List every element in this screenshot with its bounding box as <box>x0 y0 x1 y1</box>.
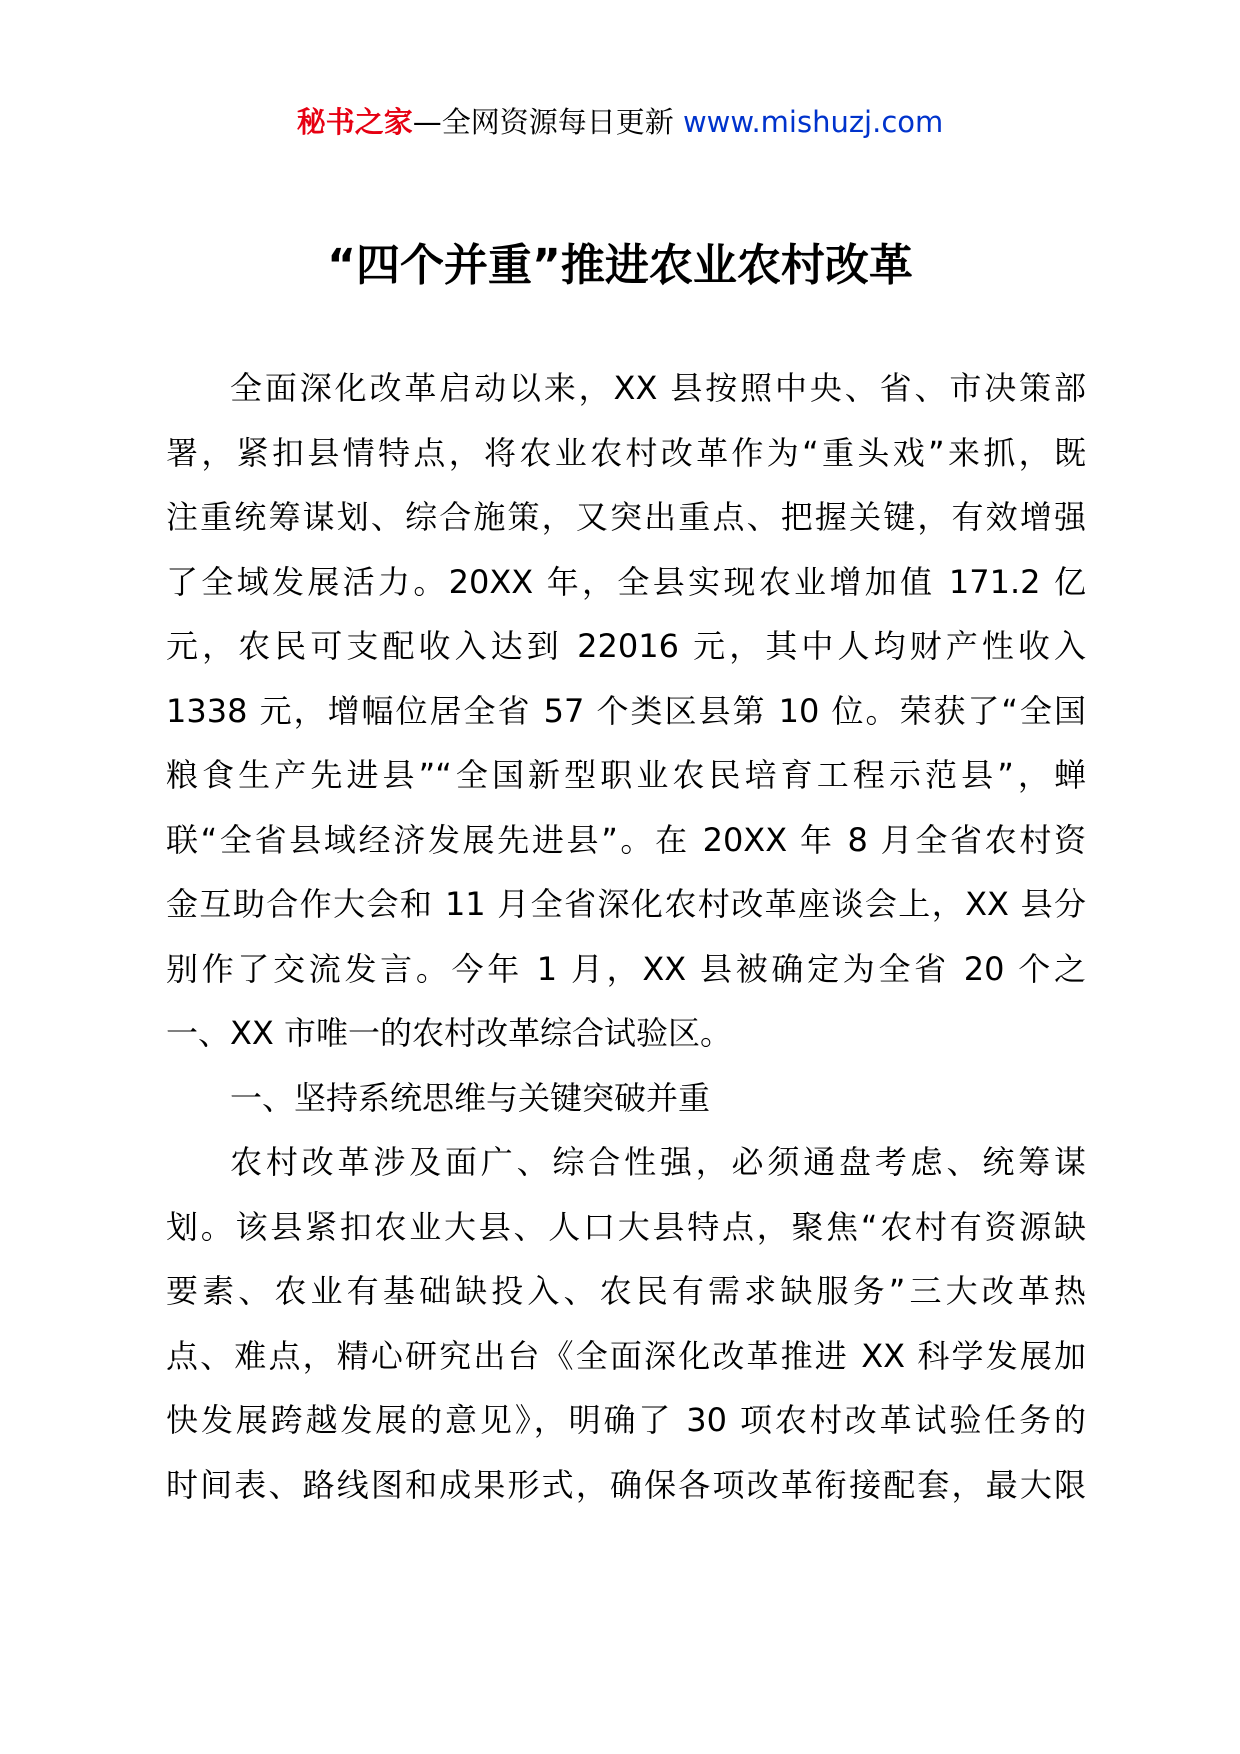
paragraph-line: 时间表、路线图和成果形式，确保各项改革衔接配套，最大限 <box>166 1465 1086 1504</box>
paragraph-line: 要素、农业有基础缺投入、农民有需求缺服务”三大改革热 <box>166 1272 1086 1310</box>
site-header <box>0 102 1240 142</box>
paragraph-line: 联“全省县域经济发展先进县”。在 20XX 年 8 月全省农村资 <box>166 820 1086 859</box>
paragraph-line: 快发展跨越发展的意见》，明确了 30 项农村改革试验任务的 <box>166 1401 1086 1439</box>
paragraph-line: 元，农民可支配收入达到 22016 元，其中人均财产性收入 <box>166 627 1086 665</box>
paragraph-line: 划。该县紧扣农业大县、人口大县特点，聚焦“农村有资源缺 <box>166 1207 1086 1246</box>
paragraph-line: 别作了交流发言。今年 1 月，XX 县被确定为全省 20 个之 <box>166 949 1086 988</box>
paragraph-line: 1338 元，增幅位居全省 57 个类区县第 10 位。荣获了“全国 <box>166 691 1086 730</box>
paragraph-line: 全面深化改革启动以来，XX 县按照中央、省、市决策部 <box>230 369 1086 407</box>
paragraph-line: 一、XX 市唯一的农村改革综合试验区。 <box>166 1014 733 1052</box>
paragraph-line: 粮食生产先进县”“全国新型职业农民培育工程示范县”，蝉 <box>166 756 1086 794</box>
paragraph-line: 注重统筹谋划、综合施策，又突出重点、把握关键，有效增强 <box>166 498 1086 536</box>
site-slogan: —全网资源每日更新 <box>412 105 683 139</box>
paragraph-line: 了全域发展活力。20XX 年，全县实现农业增加值 171.2 亿 <box>166 562 1086 601</box>
paragraph-line: 金互助合作大会和 11 月全省深化农村改革座谈会上，XX 县分 <box>166 885 1086 923</box>
paragraph-line: 农村改革涉及面广、综合性强，必须通盘考虑、统筹谋 <box>230 1143 1086 1181</box>
site-url-link[interactable]: www.mishuzj.com <box>682 105 944 139</box>
section-heading: 一、坚持系统思维与关键突破并重 <box>230 1078 711 1117</box>
site-brand: 秘书之家 <box>296 105 413 139</box>
document-body <box>166 356 1086 1517</box>
document-title: “四个并重”推进农业农村改革 <box>327 240 913 291</box>
paragraph-line: 署，紧扣县情特点，将农业农村改革作为“重头戏”来抓，既 <box>166 433 1086 472</box>
paragraph-line: 点、难点，精心研究出台《全面深化改革推进 XX 科学发展加 <box>166 1336 1086 1375</box>
